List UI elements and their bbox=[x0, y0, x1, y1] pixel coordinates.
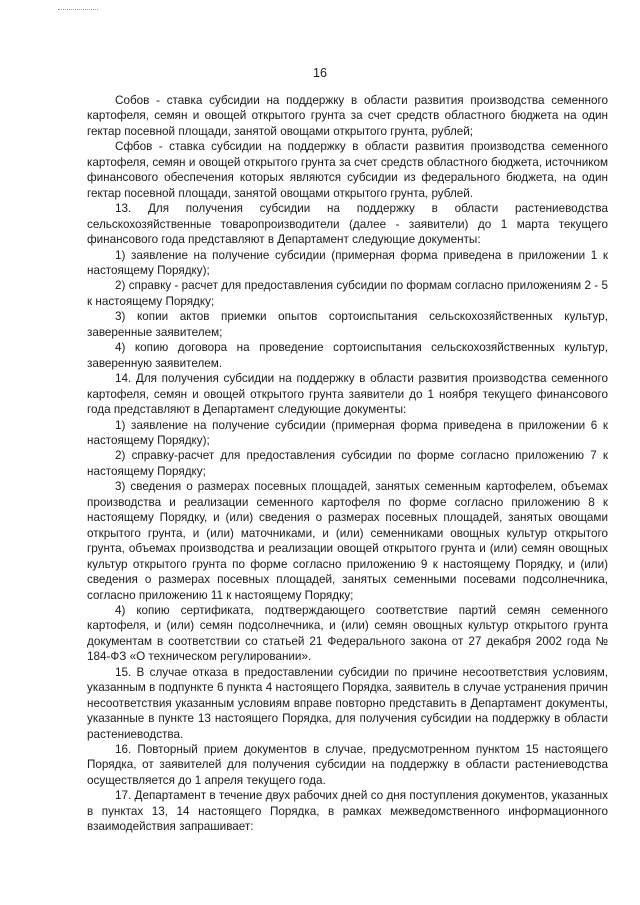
paragraph: 15. В случае отказа в предоставлении субсидии по причине несоответствия условиям, указанным в подпункте 6 пункта 4 настоящего Порядка, заявитель в случае устранения причин несоответствия указанным условиям вправе повторно представить в Департамент документы, указанные в пункте 13 настоящего Порядка, для получения субсидии на поддержку в области растениеводства. bbox=[87, 665, 608, 741]
list-item: 3) сведения о размерах посевных площадей, занятых семенным картофелем, объемах производства и реализации семенного картофеля по форме согласно приложению 8 к настоящему Порядку, и (или) сведения о размерах посевных площадей, занятых овощами открытого грунта, и (или) маточниками, и (или) семенниками овощных культур открытого грунта, объемах производства и реализации овощей открытого грунта и (или) семян овощных культур открытого грунта по форме согласно приложению 9 к настоящему Порядку, и (или) сведения о размерах посевных площадей, занятых семенными посевами подсолнечника, согласно приложению 11 к настоящему Порядку; bbox=[87, 480, 608, 602]
list-item: 4) копию сертификата, подтверждающего соответствие партий семян семенного картофеля, и (или) семян подсолнечника, и (или) семян овощных культур открытого грунта документам в соответствии со статьей 21 Федерального закона от 27 декабря 2002 года № 184-ФЗ «О техническом регулировании». bbox=[87, 603, 608, 664]
paragraph: 14. Для получения субсидии на поддержку в области развития производства семенного картофеля, семян и овощей открытого грунта заявители до 1 ноября текущего финансового года представляют в Департамент следующие документы: bbox=[87, 372, 608, 417]
list-item: 1) заявление на получение субсидии (примерная форма приведена в приложении 6 к настоящему Порядку); bbox=[87, 418, 608, 447]
list-item: 2) справку - расчет для предоставления субсидии по формам согласно приложениям 2 - 5 к настоящему Порядку; bbox=[87, 279, 608, 308]
paragraph: 16. Повторный прием документов в случае, предусмотренном пунктом 15 настоящего Порядка, от заявителей для получения субсидии на поддержку в области растениеводства осуществляется до 1 апреля текущего года. bbox=[87, 743, 608, 787]
paragraph: Собов - ставка субсидии на поддержку в области развития производства семенного картофеля, семян и овощей открытого грунта за счет средств областного бюджета на один гектар посевной площади, занятой овощами открытого грунта, рублей; bbox=[87, 94, 608, 138]
paragraph: 13. Для получения субсидии на поддержку в области растениеводства сельскохозяйственные товаропроизводители (далее - заявители) до 1 марта текущего финансового года представляют в Департамент следующие документы: bbox=[87, 202, 608, 247]
paragraph: 17. Департамент в течение двух рабочих дней со дня поступления документов, указанных в пунктах 13, 14 настоящего Порядка, в рамках межведомственного информационного взаимодействия запрашивает: bbox=[87, 789, 608, 834]
list-item: 3) копии актов приемки опытов сортоиспытания сельскохозяйственных культур, заверенные заявителем; bbox=[87, 310, 608, 339]
list-item: 1) заявление на получение субсидии (примерная форма приведена в приложении 1 к настоящему Порядку); bbox=[87, 248, 608, 277]
paragraph: Сфбов - ставка субсидии на поддержку в области развития производства семенного картофеля, семян и овощей открытого грунта за счет средств областного бюджета, источником финансового обеспечения которых являются субсидии из федерального бюджета, на один гектар посевной площади, занятой овощами открытого грунта, рублей. bbox=[87, 140, 608, 200]
document-body bbox=[87, 93, 608, 835]
page-number: 16 bbox=[313, 66, 327, 80]
list-item: 2) справку-расчет для предоставления субсидии по форме согласно приложению 7 к настоящему Порядку; bbox=[87, 449, 608, 478]
list-item: 4) копию договора на проведение сортоиспытания сельскохозяйственных культур, заверенную заявителем. bbox=[87, 341, 608, 370]
scan-artifact bbox=[58, 9, 98, 12]
